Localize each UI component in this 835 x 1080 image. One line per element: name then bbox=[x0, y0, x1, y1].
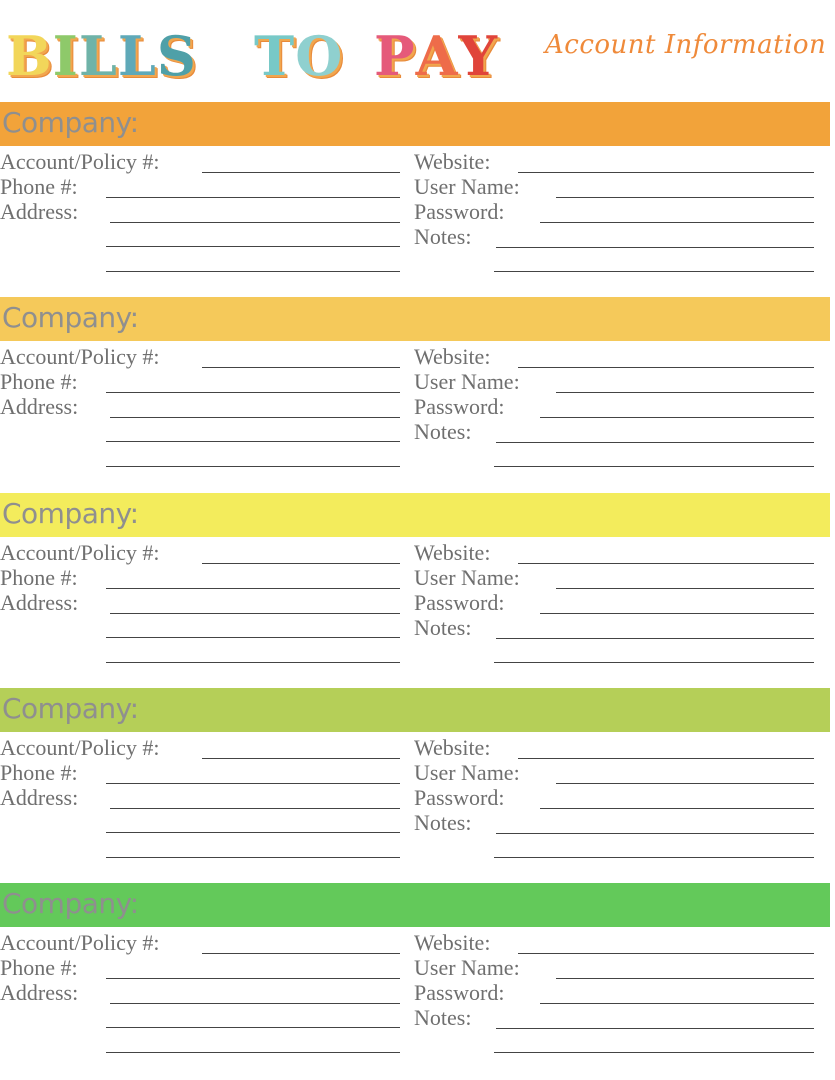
username-field[interactable] bbox=[556, 978, 814, 979]
notes-extra-line[interactable] bbox=[494, 857, 814, 858]
address-extra-line[interactable] bbox=[106, 466, 400, 467]
username-label: User Name: bbox=[414, 369, 520, 394]
phone-field[interactable] bbox=[106, 783, 400, 784]
company-section bbox=[0, 883, 835, 1078]
account-policy-field[interactable] bbox=[202, 758, 400, 759]
company-label: Company: bbox=[2, 887, 139, 920]
company-label: Company: bbox=[2, 497, 139, 530]
company-band bbox=[0, 688, 830, 732]
notes-field[interactable] bbox=[496, 638, 814, 639]
account-policy-field[interactable] bbox=[202, 563, 400, 564]
address-extra-line[interactable] bbox=[106, 1052, 400, 1053]
notes-field[interactable] bbox=[496, 442, 814, 443]
phone-label: Phone #: bbox=[0, 565, 78, 590]
title-letter: B bbox=[6, 24, 53, 88]
address-extra-line[interactable] bbox=[106, 441, 400, 442]
company-section bbox=[0, 493, 835, 688]
phone-label: Phone #: bbox=[0, 760, 78, 785]
notes-field[interactable] bbox=[496, 1028, 814, 1029]
address-field[interactable] bbox=[110, 808, 400, 809]
address-field[interactable] bbox=[110, 613, 400, 614]
phone-field[interactable] bbox=[106, 588, 400, 589]
account-label: Account/Policy #: bbox=[0, 149, 160, 174]
password-label: Password: bbox=[414, 980, 505, 1005]
website-field[interactable] bbox=[518, 172, 814, 173]
website-label: Website: bbox=[414, 930, 491, 955]
website-label: Website: bbox=[414, 344, 491, 369]
password-field[interactable] bbox=[540, 222, 814, 223]
address-extra-line[interactable] bbox=[106, 662, 400, 663]
address-extra-line[interactable] bbox=[106, 857, 400, 858]
notes-label: Notes: bbox=[414, 224, 472, 249]
password-field[interactable] bbox=[540, 1003, 814, 1004]
notes-field[interactable] bbox=[496, 247, 814, 248]
company-band bbox=[0, 102, 830, 146]
title-letter: L bbox=[117, 24, 157, 88]
password-field[interactable] bbox=[540, 613, 814, 614]
title-letter: O bbox=[295, 24, 344, 88]
phone-field[interactable] bbox=[106, 978, 400, 979]
website-field[interactable] bbox=[518, 367, 814, 368]
account-label: Account/Policy #: bbox=[0, 735, 160, 760]
phone-label: Phone #: bbox=[0, 955, 78, 980]
title-letter: I bbox=[52, 24, 79, 88]
title-letter: Y bbox=[458, 24, 499, 88]
company-band bbox=[0, 297, 830, 341]
account-label: Account/Policy #: bbox=[0, 344, 160, 369]
username-label: User Name: bbox=[414, 174, 520, 199]
username-label: User Name: bbox=[414, 565, 520, 590]
title-word-bills bbox=[6, 26, 197, 86]
notes-extra-line[interactable] bbox=[494, 1052, 814, 1053]
address-extra-line[interactable] bbox=[106, 832, 400, 833]
phone-field[interactable] bbox=[106, 392, 400, 393]
account-policy-field[interactable] bbox=[202, 172, 400, 173]
company-label: Company: bbox=[2, 692, 139, 725]
address-label: Address: bbox=[0, 394, 79, 419]
username-label: User Name: bbox=[414, 760, 520, 785]
company-band bbox=[0, 493, 830, 537]
notes-extra-line[interactable] bbox=[494, 271, 814, 272]
address-label: Address: bbox=[0, 980, 79, 1005]
title-letter: T bbox=[254, 24, 296, 88]
username-field[interactable] bbox=[556, 197, 814, 198]
username-label: User Name: bbox=[414, 955, 520, 980]
address-field[interactable] bbox=[110, 1003, 400, 1004]
username-field[interactable] bbox=[556, 783, 814, 784]
address-field[interactable] bbox=[110, 222, 400, 223]
address-label: Address: bbox=[0, 199, 79, 224]
website-label: Website: bbox=[414, 735, 491, 760]
username-field[interactable] bbox=[556, 588, 814, 589]
notes-extra-line[interactable] bbox=[494, 662, 814, 663]
password-label: Password: bbox=[414, 394, 505, 419]
address-field[interactable] bbox=[110, 417, 400, 418]
notes-label: Notes: bbox=[414, 419, 472, 444]
title-word-pay bbox=[374, 26, 498, 86]
password-label: Password: bbox=[414, 590, 505, 615]
password-field[interactable] bbox=[540, 808, 814, 809]
address-extra-line[interactable] bbox=[106, 637, 400, 638]
notes-extra-line[interactable] bbox=[494, 466, 814, 467]
company-section bbox=[0, 688, 835, 883]
company-label: Company: bbox=[2, 301, 139, 334]
website-label: Website: bbox=[414, 149, 491, 174]
title-letter: P bbox=[374, 24, 416, 88]
address-extra-line[interactable] bbox=[106, 271, 400, 272]
website-field[interactable] bbox=[518, 758, 814, 759]
website-field[interactable] bbox=[518, 953, 814, 954]
notes-label: Notes: bbox=[414, 615, 472, 640]
password-field[interactable] bbox=[540, 417, 814, 418]
address-extra-line[interactable] bbox=[106, 246, 400, 247]
password-label: Password: bbox=[414, 785, 505, 810]
phone-label: Phone #: bbox=[0, 174, 78, 199]
company-band bbox=[0, 883, 830, 927]
title-letter: S bbox=[156, 24, 197, 88]
notes-label: Notes: bbox=[414, 1005, 472, 1030]
subtitle: Account Information bbox=[545, 30, 827, 60]
website-field[interactable] bbox=[518, 563, 814, 564]
username-field[interactable] bbox=[556, 392, 814, 393]
notes-field[interactable] bbox=[496, 833, 814, 834]
phone-label: Phone #: bbox=[0, 369, 78, 394]
address-label: Address: bbox=[0, 590, 79, 615]
address-extra-line[interactable] bbox=[106, 1027, 400, 1028]
address-label: Address: bbox=[0, 785, 79, 810]
notes-label: Notes: bbox=[414, 810, 472, 835]
account-label: Account/Policy #: bbox=[0, 540, 160, 565]
account-policy-field[interactable] bbox=[202, 953, 400, 954]
website-label: Website: bbox=[414, 540, 491, 565]
title-letter: L bbox=[78, 24, 118, 88]
title-word-to bbox=[254, 26, 343, 86]
page-header bbox=[0, 0, 835, 100]
phone-field[interactable] bbox=[106, 197, 400, 198]
title-letter: A bbox=[415, 24, 459, 88]
company-section bbox=[0, 102, 835, 297]
company-label: Company: bbox=[2, 106, 139, 139]
account-policy-field[interactable] bbox=[202, 367, 400, 368]
password-label: Password: bbox=[414, 199, 505, 224]
company-section bbox=[0, 297, 835, 492]
account-label: Account/Policy #: bbox=[0, 930, 160, 955]
